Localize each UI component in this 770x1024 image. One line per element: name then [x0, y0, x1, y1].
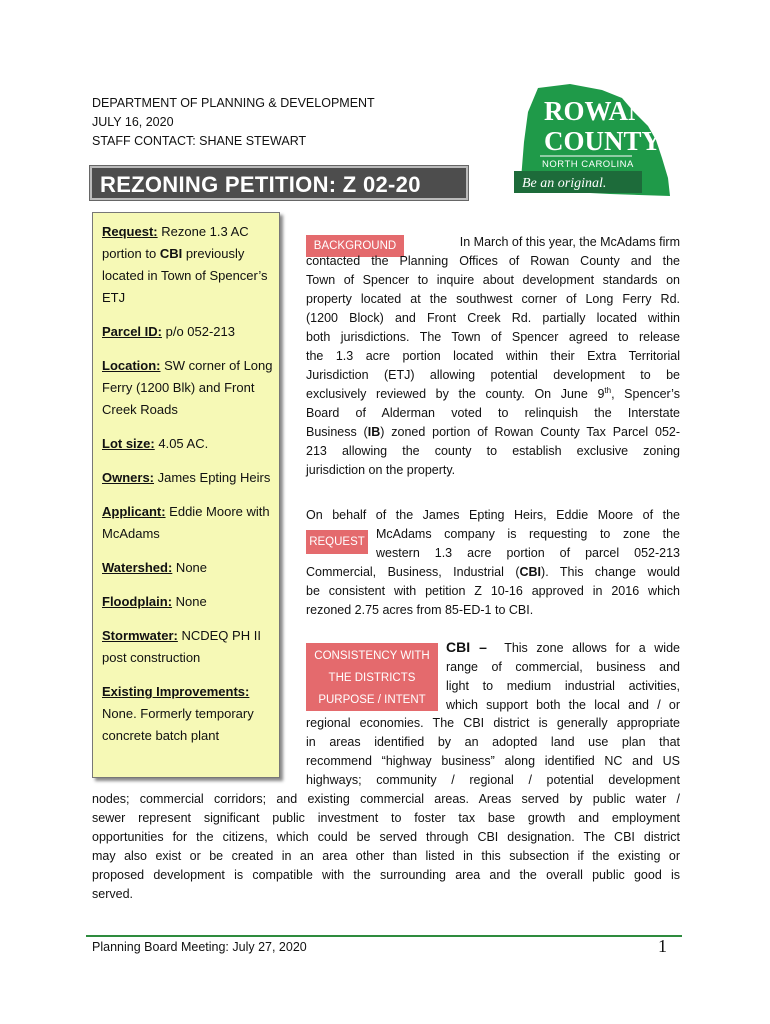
page-title: REZONING PETITION: Z 02-20	[90, 166, 468, 200]
consistency-full-width: nodes; commercial corridors; and existing commercial areas. Areas served by public water / sewer represent significant public investment to foster tax base growth and employment opportunities for the citizens, which could be served through CBI designation. The CBI district may also exist or be created in an area other than listed in this subsection if the existing or proposed development is compatible with the surrounding area and the overall public good is served.	[92, 792, 680, 901]
document-date: JULY 16, 2020	[92, 115, 174, 129]
parcel-id: Parcel ID: p/o 052-213	[102, 324, 235, 339]
document-header	[92, 94, 375, 151]
page-number: 1	[658, 936, 667, 956]
existing-improvements: Existing Improvements: None. Formerly temporary concrete batch plant	[102, 684, 254, 743]
watershed: Watershed: None	[102, 560, 208, 575]
owners: Owners: James Epting Heirs	[102, 470, 271, 485]
summary-sidebar	[92, 212, 280, 778]
applicant: Applicant: Eddie Moore with McAdams	[102, 504, 270, 541]
logo-word-rowan: ROWAN	[544, 96, 648, 126]
floodplain: Floodplain: None	[102, 594, 207, 609]
location: Location: SW corner of Long Ferry (1200 Blk) and Front Creek Roads	[102, 358, 273, 417]
logo-tagline: Be an original.	[522, 176, 607, 191]
request-section: On behalf of the James Epting Heirs, Eddie Moore of the McAdams company is requesting to zone the western 1.3 acre portion of parcel 052-213 Commercial, Business, Industrial (CBI). This change would be consistent with petition Z 10-16 approved in 2016 which rezoned 2.75 acres from 85-ED-1 to CBI.	[306, 508, 680, 617]
stormwater: Stormwater: NCDEQ PH II post construction	[102, 628, 261, 665]
consistency-section: CBI – This zone allows for a wide range of commercial, business and light to medium industrial activities, which support both the local and / or	[446, 639, 680, 712]
footer-divider	[86, 935, 682, 937]
request-summary: Request: Rezone 1.3 AC portion to CBI previously located in Town of Spencer’s ETJ	[102, 224, 268, 305]
request-tag: REQUEST	[306, 530, 368, 554]
department-name: DEPARTMENT OF PLANNING & DEVELOPMENT	[92, 96, 375, 110]
staff-contact: STAFF CONTACT: SHANE STEWART	[92, 134, 307, 148]
background-tag: BACKGROUND	[306, 235, 404, 257]
logo-state: NORTH CAROLINA	[542, 159, 634, 170]
lot-size: Lot size: 4.05 AC.	[102, 436, 209, 451]
background-line: In March of this year, the McAdams firm	[459, 235, 680, 249]
consistency-tag: CONSISTENCY WITH THE DISTRICTS PURPOSE / INTENT	[306, 643, 438, 711]
rowan-county-logo	[510, 82, 670, 200]
logo-word-county: COUNTY	[544, 126, 662, 156]
background-section: In March of this year, the McAdams firm contacted the Planning Offices of Rowan County and the Town of Spencer to inquire about development standards on property located at the southwest corner of Long Ferry Rd. (1200 Block) and Front Creek Rd. partially located within both jurisdictions. The Town of Spencer agreed to release the 1.3 acre portion located within their Extra Territorial Jurisdiction (ETJ) allowing potential development to be exclusively reviewed by the county. On June 9th, Spencer’s Board of Alderman voted to relinquish the Interstate Business (IB) zoned portion of Rowan County Tax Parcel 052- 213 allowing the county to establish exclusive zoning jurisdiction on the property.	[306, 235, 681, 477]
footer-meeting-date: Planning Board Meeting: July 27, 2020	[92, 940, 307, 954]
consistency-continued: regional economies. The CBI district is generally appropriate in areas identified by an adopted land use plan that recommend “highway business” along identified NC and US highways; community / regional / potential development	[306, 716, 680, 787]
